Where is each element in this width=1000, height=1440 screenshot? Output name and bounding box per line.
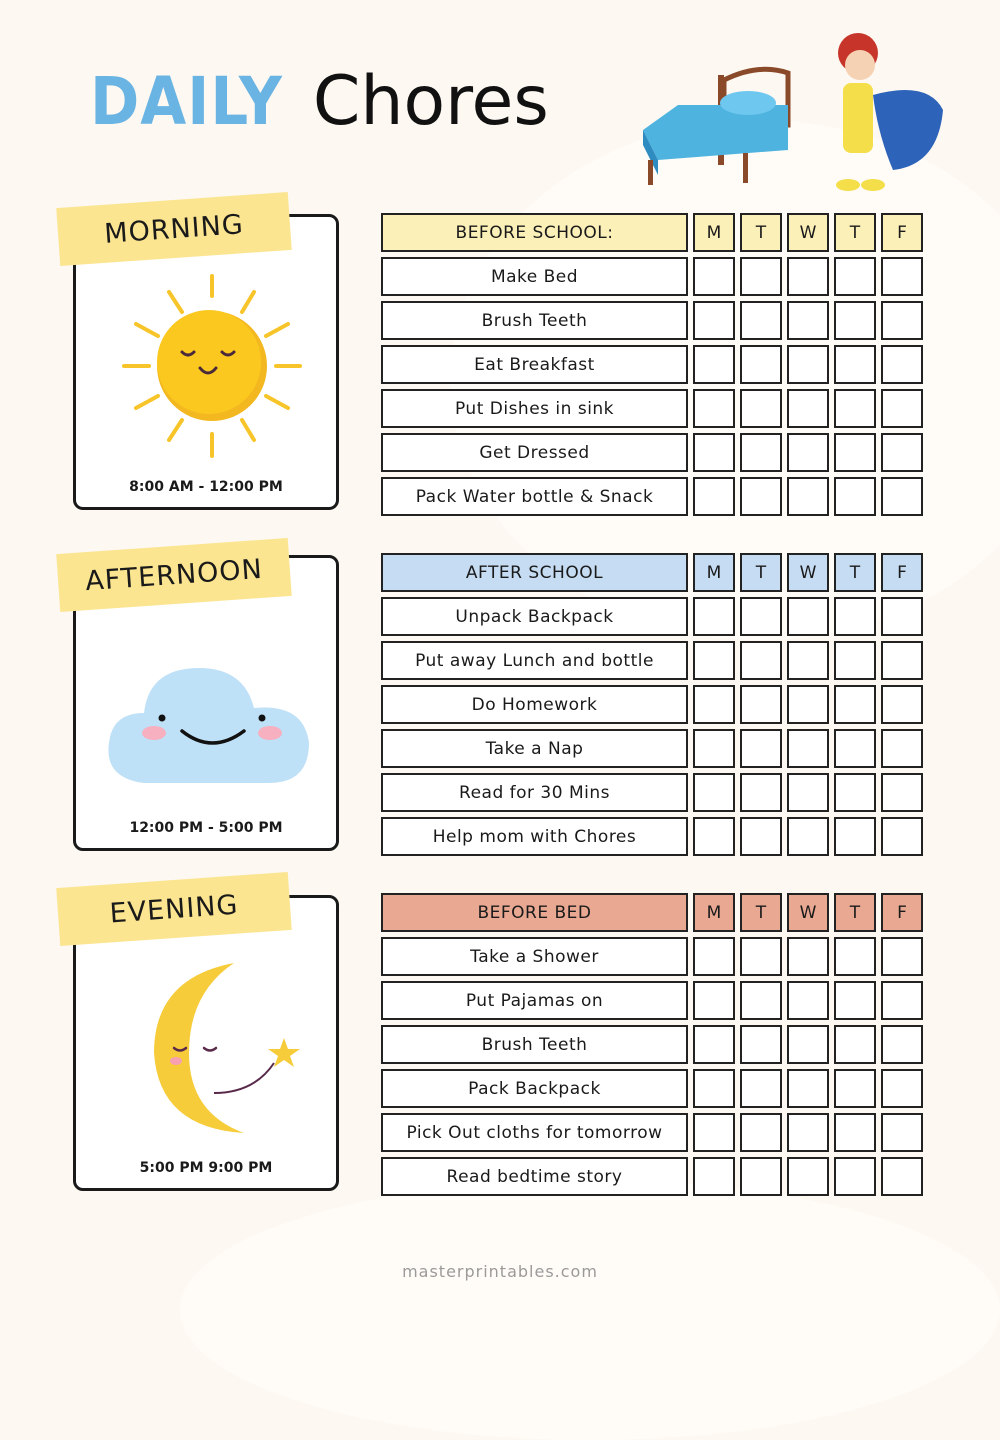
- table-row: [381, 685, 929, 724]
- table-row: [381, 301, 929, 340]
- checkbox[interactable]: [693, 817, 735, 856]
- checkbox[interactable]: [693, 981, 735, 1020]
- task-label: Read bedtime story: [381, 1157, 688, 1196]
- table-row: [381, 257, 929, 296]
- checkbox[interactable]: [834, 389, 876, 428]
- moon-icon: [104, 953, 314, 1143]
- checkbox[interactable]: [834, 981, 876, 1020]
- checkbox[interactable]: [787, 597, 829, 636]
- day-header: F: [881, 213, 923, 252]
- cloud-icon: [104, 613, 314, 803]
- task-label: Pick Out cloths for tomorrow: [381, 1113, 688, 1152]
- table-row: [381, 729, 929, 768]
- task-label: Read for 30 Mins: [381, 773, 688, 812]
- checkbox[interactable]: [834, 685, 876, 724]
- checkbox[interactable]: [834, 729, 876, 768]
- footer-site: masterprintables.com: [402, 1262, 598, 1281]
- checkbox[interactable]: [740, 817, 782, 856]
- girl-making-bed-illustration: [638, 25, 948, 195]
- checkbox[interactable]: [787, 1157, 829, 1196]
- checkbox[interactable]: [881, 477, 923, 516]
- checkbox[interactable]: [693, 1069, 735, 1108]
- checkbox[interactable]: [787, 729, 829, 768]
- table-row: [381, 773, 929, 812]
- day-header: F: [881, 893, 923, 932]
- checkbox[interactable]: [740, 1157, 782, 1196]
- checkbox[interactable]: [693, 345, 735, 384]
- task-label: Make Bed: [381, 257, 688, 296]
- checkbox[interactable]: [834, 817, 876, 856]
- checkbox[interactable]: [740, 685, 782, 724]
- checkbox[interactable]: [881, 345, 923, 384]
- task-label: Brush Teeth: [381, 1025, 688, 1064]
- checkbox[interactable]: [693, 597, 735, 636]
- table-row: [381, 1069, 929, 1108]
- checklist-morning: [381, 213, 929, 521]
- checkbox[interactable]: [740, 1069, 782, 1108]
- checkbox[interactable]: [881, 729, 923, 768]
- time-range: 12:00 PM - 5:00 PM: [129, 820, 283, 836]
- sun-icon: [104, 272, 314, 462]
- checkbox[interactable]: [740, 773, 782, 812]
- checkbox[interactable]: [740, 981, 782, 1020]
- day-header: M: [693, 553, 735, 592]
- checkbox[interactable]: [834, 937, 876, 976]
- table-row: [381, 433, 929, 472]
- checkbox[interactable]: [787, 1069, 829, 1108]
- day-header: T: [740, 553, 782, 592]
- tag-afternoon: AFTERNOON: [56, 538, 291, 612]
- checkbox[interactable]: [693, 257, 735, 296]
- checkbox[interactable]: [881, 1113, 923, 1152]
- checkbox[interactable]: [881, 1157, 923, 1196]
- day-header: W: [787, 893, 829, 932]
- checkbox[interactable]: [881, 817, 923, 856]
- day-header: W: [787, 553, 829, 592]
- checkbox[interactable]: [787, 389, 829, 428]
- checkbox[interactable]: [740, 1025, 782, 1064]
- checkbox[interactable]: [740, 641, 782, 680]
- background-blob: [180, 1180, 1000, 1440]
- checkbox[interactable]: [834, 433, 876, 472]
- time-range: 5:00 PM 9:00 PM: [139, 1160, 273, 1176]
- table-row: [381, 389, 929, 428]
- checkbox[interactable]: [693, 641, 735, 680]
- checkbox[interactable]: [740, 729, 782, 768]
- task-label: Pack Water bottle & Snack: [381, 477, 688, 516]
- checkbox[interactable]: [834, 477, 876, 516]
- checkbox[interactable]: [693, 729, 735, 768]
- table-row: [381, 345, 929, 384]
- checkbox[interactable]: [693, 773, 735, 812]
- checkbox[interactable]: [693, 433, 735, 472]
- checkbox[interactable]: [787, 1025, 829, 1064]
- task-label: Brush Teeth: [381, 301, 688, 340]
- checkbox[interactable]: [881, 597, 923, 636]
- table-row: [381, 817, 929, 856]
- checkbox[interactable]: [787, 345, 829, 384]
- checkbox[interactable]: [787, 981, 829, 1020]
- checkbox[interactable]: [881, 389, 923, 428]
- checkbox[interactable]: [693, 685, 735, 724]
- checkbox[interactable]: [787, 257, 829, 296]
- day-header: W: [787, 213, 829, 252]
- checkbox[interactable]: [740, 301, 782, 340]
- title-daily: DAILY: [90, 63, 283, 140]
- task-label: Eat Breakfast: [381, 345, 688, 384]
- checkbox[interactable]: [787, 433, 829, 472]
- checkbox[interactable]: [740, 937, 782, 976]
- checkbox[interactable]: [881, 937, 923, 976]
- title-chores: Chores: [312, 62, 549, 141]
- day-header: F: [881, 553, 923, 592]
- table-header: [381, 893, 929, 932]
- checklist-evening: [381, 893, 929, 1201]
- table-row: [381, 937, 929, 976]
- section-header: AFTER SCHOOL: [381, 553, 688, 592]
- checkbox[interactable]: [740, 477, 782, 516]
- checkbox[interactable]: [834, 257, 876, 296]
- checkbox[interactable]: [787, 937, 829, 976]
- time-range: 8:00 AM - 12:00 PM: [129, 479, 283, 495]
- checkbox[interactable]: [881, 773, 923, 812]
- day-header: T: [834, 553, 876, 592]
- task-label: Do Homework: [381, 685, 688, 724]
- task-label: Take a Nap: [381, 729, 688, 768]
- task-label: Put Dishes in sink: [381, 389, 688, 428]
- checkbox[interactable]: [740, 433, 782, 472]
- checkbox[interactable]: [881, 1069, 923, 1108]
- checkbox[interactable]: [881, 981, 923, 1020]
- section-header: BEFORE SCHOOL:: [381, 213, 688, 252]
- table-row: [381, 641, 929, 680]
- task-label: Pack Backpack: [381, 1069, 688, 1108]
- checkbox[interactable]: [693, 389, 735, 428]
- day-header: M: [693, 213, 735, 252]
- table-row: [381, 477, 929, 516]
- checkbox[interactable]: [834, 1025, 876, 1064]
- checklist-afternoon: [381, 553, 929, 861]
- tag-morning: MORNING: [56, 192, 291, 266]
- checkbox[interactable]: [787, 685, 829, 724]
- checkbox[interactable]: [834, 1157, 876, 1196]
- page-title: [90, 62, 549, 141]
- task-label: Put Pajamas on: [381, 981, 688, 1020]
- checkbox[interactable]: [834, 641, 876, 680]
- checkbox[interactable]: [787, 301, 829, 340]
- checkbox[interactable]: [693, 1113, 735, 1152]
- checkbox[interactable]: [740, 257, 782, 296]
- table-header: [381, 553, 929, 592]
- task-label: Get Dressed: [381, 433, 688, 472]
- checkbox[interactable]: [787, 641, 829, 680]
- day-header: T: [740, 893, 782, 932]
- checkbox[interactable]: [881, 301, 923, 340]
- table-header: [381, 213, 929, 252]
- day-header: T: [834, 893, 876, 932]
- checkbox[interactable]: [693, 301, 735, 340]
- checkbox[interactable]: [693, 1025, 735, 1064]
- checkbox[interactable]: [834, 345, 876, 384]
- checkbox[interactable]: [740, 389, 782, 428]
- checkbox[interactable]: [834, 1069, 876, 1108]
- checkbox[interactable]: [740, 597, 782, 636]
- checkbox[interactable]: [834, 301, 876, 340]
- table-row: [381, 1025, 929, 1064]
- checkbox[interactable]: [787, 817, 829, 856]
- checkbox[interactable]: [881, 685, 923, 724]
- section-header: BEFORE BED: [381, 893, 688, 932]
- day-header: M: [693, 893, 735, 932]
- checkbox[interactable]: [740, 345, 782, 384]
- checkbox[interactable]: [881, 641, 923, 680]
- task-label: Help mom with Chores: [381, 817, 688, 856]
- checkbox[interactable]: [787, 773, 829, 812]
- day-header: T: [834, 213, 876, 252]
- task-label: Put away Lunch and bottle: [381, 641, 688, 680]
- checkbox[interactable]: [693, 937, 735, 976]
- checkbox[interactable]: [787, 1113, 829, 1152]
- checkbox[interactable]: [693, 477, 735, 516]
- checkbox[interactable]: [787, 477, 829, 516]
- task-label: Unpack Backpack: [381, 597, 688, 636]
- day-header: T: [740, 213, 782, 252]
- checkbox[interactable]: [881, 257, 923, 296]
- checkbox[interactable]: [693, 1157, 735, 1196]
- table-row: [381, 597, 929, 636]
- checkbox[interactable]: [881, 433, 923, 472]
- checkbox[interactable]: [881, 1025, 923, 1064]
- table-row: [381, 981, 929, 1020]
- checkbox[interactable]: [834, 773, 876, 812]
- checkbox[interactable]: [740, 1113, 782, 1152]
- table-row: [381, 1113, 929, 1152]
- tag-evening: EVENING: [56, 872, 291, 946]
- checkbox[interactable]: [834, 597, 876, 636]
- task-label: Take a Shower: [381, 937, 688, 976]
- checkbox[interactable]: [834, 1113, 876, 1152]
- table-row: [381, 1157, 929, 1196]
